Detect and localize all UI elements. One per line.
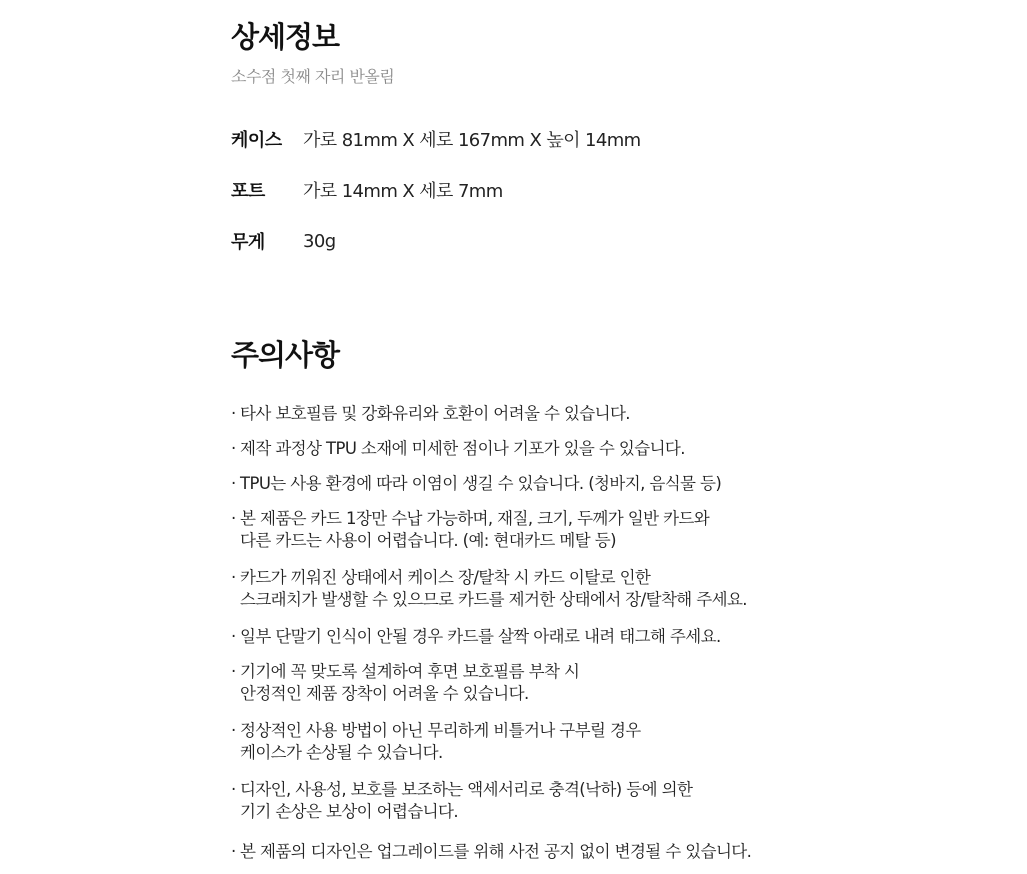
caution-item — [231, 403, 951, 425]
caution-text: 본 제품의 디자인은 업그레이드를 위해 사전 공지 없이 변경될 수 있습니다. — [240, 842, 752, 861]
caution-text: 디자인, 사용성, 보호를 보조하는 액세서리로 충격(낙하) 등에 의한 — [240, 780, 693, 799]
caution-line — [231, 530, 951, 552]
bullet-icon: · — [231, 474, 236, 493]
caution-text: 제작 과정상 TPU 소재에 미세한 점이나 기포가 있을 수 있습니다. — [240, 439, 685, 458]
caution-line — [231, 626, 951, 648]
caution-text: 본 제품은 카드 1장만 수납 가능하며, 재질, 크기, 두께가 일반 카드와 — [240, 509, 710, 528]
caution-item — [231, 661, 951, 705]
caution-line — [231, 683, 951, 705]
caution-line — [231, 589, 951, 611]
caution-line — [231, 779, 951, 801]
caution-item — [231, 567, 951, 611]
caution-line — [231, 403, 951, 425]
caution-item — [231, 720, 951, 764]
bullet-icon: · — [231, 627, 236, 646]
caution-text: 기기에 꼭 맞도록 설계하여 후면 보호필름 부착 시 — [240, 662, 580, 681]
caution-text: 정상적인 사용 방법이 아닌 무리하게 비틀거나 구부릴 경우 — [240, 721, 641, 740]
caution-item — [231, 626, 951, 648]
caution-item — [231, 508, 951, 552]
caution-line — [231, 508, 951, 530]
spec-value: 30g — [303, 230, 336, 252]
spec-value: 가로 14mm X 세로 7mm — [303, 181, 503, 202]
spec-value: 가로 81mm X 세로 167mm X 높이 14mm — [303, 130, 641, 151]
bullet-icon: · — [231, 404, 236, 423]
spec-label: 포트 — [231, 181, 265, 202]
spec-label: 케이스 — [231, 130, 282, 151]
caution-line — [231, 801, 951, 823]
caution-line — [231, 841, 951, 863]
caution-item — [231, 438, 951, 460]
bullet-icon: · — [231, 721, 236, 740]
caution-item — [231, 779, 951, 823]
spec-subtitle: 소수점 첫째 자리 반올림 — [231, 67, 395, 86]
caution-line — [231, 720, 951, 742]
caution-line — [231, 742, 951, 764]
caution-line — [231, 567, 951, 589]
bullet-icon: · — [231, 662, 236, 681]
spec-label: 무게 — [231, 232, 265, 253]
spec-row-weight — [231, 229, 336, 253]
bullet-icon: · — [231, 842, 236, 861]
caution-text: 다른 카드는 사용이 어렵습니다. (예: 현대카드 메탈 등) — [240, 531, 616, 550]
bullet-icon: · — [231, 568, 236, 587]
caution-text: 케이스가 손상될 수 있습니다. — [240, 743, 443, 762]
caution-line — [231, 661, 951, 683]
caution-section-title: 주의사항 — [231, 338, 340, 372]
bullet-icon: · — [231, 780, 236, 799]
spec-row-case — [231, 127, 641, 151]
bullet-icon: · — [231, 439, 236, 458]
spec-row-port — [231, 178, 503, 202]
caution-item — [231, 473, 951, 495]
caution-text: TPU는 사용 환경에 따라 이염이 생길 수 있습니다. (청바지, 음식물 등) — [240, 474, 722, 493]
caution-text: 일부 단말기 인식이 안될 경우 카드를 살짝 아래로 내려 태그해 주세요. — [240, 627, 721, 646]
caution-item — [231, 841, 951, 863]
caution-text: 안정적인 제품 장착이 어려울 수 있습니다. — [240, 684, 529, 703]
spec-section-title: 상세정보 — [231, 20, 340, 54]
caution-text: 카드가 끼워진 상태에서 케이스 장/탈착 시 카드 이탈로 인한 — [240, 568, 651, 587]
caution-text: 기기 손상은 보상이 어렵습니다. — [240, 802, 458, 821]
caution-line — [231, 473, 951, 495]
caution-text: 스크래치가 발생할 수 있으므로 카드를 제거한 상태에서 장/탈착해 주세요. — [240, 590, 747, 609]
caution-line — [231, 438, 951, 460]
caution-text: 타사 보호필름 및 강화유리와 호환이 어려울 수 있습니다. — [240, 404, 630, 423]
bullet-icon: · — [231, 509, 236, 528]
